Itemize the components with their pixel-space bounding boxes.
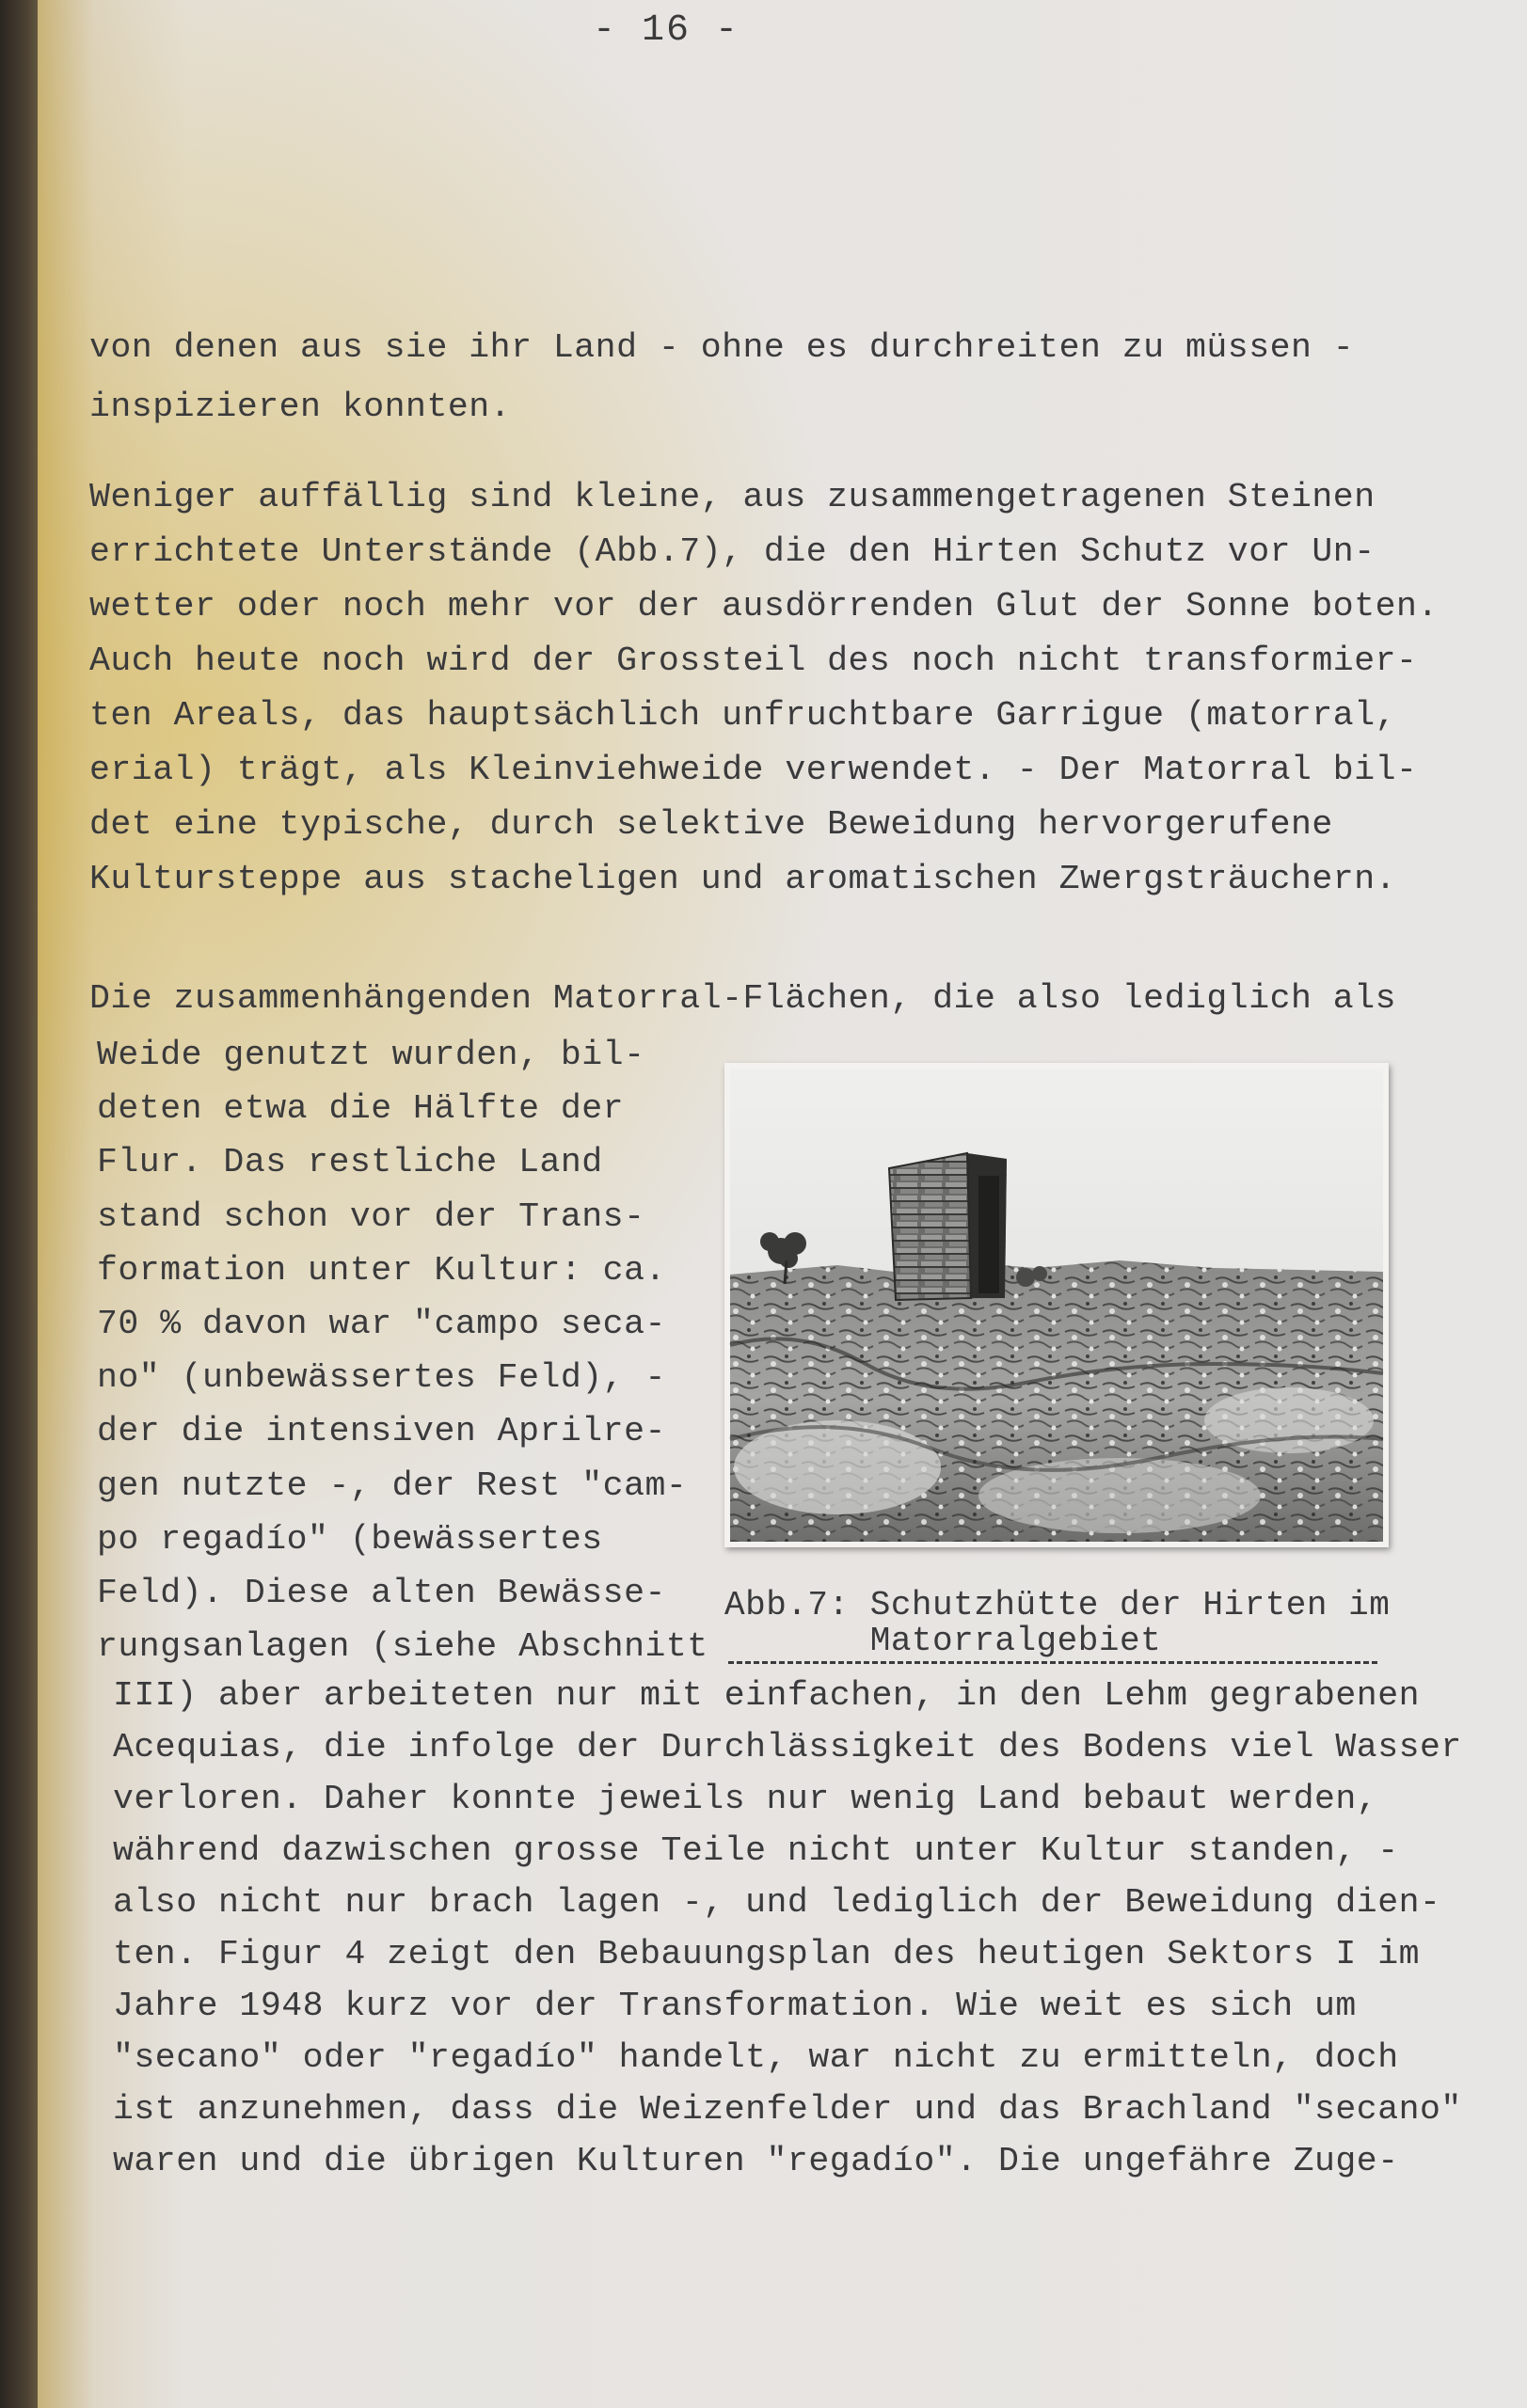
text-line: waren und die übrigen Kulturen "regadío". Die ungefähre Zuge- [113, 2142, 1399, 2180]
paragraph-3-continued [113, 1670, 1462, 2187]
text-line: rungsanlagen (siehe Abschnitt [97, 1627, 708, 1667]
shepherd-hut-photo [724, 1063, 1389, 1547]
text-line: Weide genutzt wurden, bil- [97, 1036, 645, 1074]
caption-line: Abb.7: Schutzhütte der Hirten im [724, 1586, 1391, 1624]
text-line: Flur. Das restliche Land [97, 1143, 603, 1182]
paragraph-3-wrapped-column [97, 1028, 708, 1673]
text-line: ist anzunehmen, dass die Weizenfelder und das Brachland "secano" [113, 2090, 1462, 2129]
text-line: errichtete Unterstände (Abb.7), die den Hirten Schutz vor Un- [89, 532, 1376, 571]
caption-underline [728, 1661, 1377, 1664]
text-line: Kultursteppe aus stacheligen und aromatischen Zwergsträuchern. [89, 860, 1397, 898]
text-line: Acequias, die infolge der Durchlässigkeit des Bodens viel Wasser [113, 1728, 1462, 1766]
text-line: von denen aus sie ihr Land - ohne es durchreiten zu müssen - [89, 328, 1355, 367]
text-line: Die zusammenhängenden Matorral-Flächen, die also lediglich als [89, 979, 1397, 1018]
text-line: erial) trägt, als Kleinviehweide verwendet. - Der Matorral bil- [89, 751, 1418, 789]
text-line: Feld). Diese alten Bewässe- [97, 1574, 666, 1613]
text-line: 70 % davon war "campo seca- [97, 1305, 666, 1344]
text-line: gen nutzte -, der Rest "cam- [97, 1465, 688, 1505]
text-line: Weniger auffällig sind kleine, aus zusammengetragenen Steinen [89, 478, 1376, 516]
text-line: verloren. Daher konnte jeweils nur wenig Land bebaut werden, [113, 1780, 1378, 1818]
text-line: wetter oder noch mehr vor der ausdörrenden Glut der Sonne boten. [89, 587, 1439, 626]
paragraph-1 [89, 318, 1354, 436]
figure-caption [724, 1588, 1390, 1659]
text-line: deten etwa die Hälfte der [97, 1089, 625, 1129]
text-line: ten. Figur 4 zeigt den Bebauungsplan des heutigen Sektors I im [113, 1935, 1421, 1973]
page-sheet [38, 0, 1527, 2408]
text-line: formation unter Kultur: ca. [97, 1250, 666, 1290]
text-line: der die intensiven Aprilre- [97, 1412, 666, 1451]
text-line: no" (unbewässertes Feld), - [97, 1358, 666, 1398]
text-line: III) aber arbeiteten nur mit einfachen, in den Lehm gegrabenen [113, 1676, 1421, 1715]
text-line: während dazwischen grosse Teile nicht unter Kultur standen, - [113, 1831, 1399, 1870]
page-number: - 16 - [593, 9, 740, 52]
paragraph-3-first-line [89, 973, 1396, 1026]
text-line: Jahre 1948 kurz vor der Transformation. Wie weit es sich um [113, 1987, 1357, 2025]
text-line: "secano" oder "regadío" handelt, war nicht zu ermitteln, doch [113, 2038, 1399, 2077]
paragraph-2 [89, 470, 1439, 907]
text-line: ten Areals, das hauptsächlich unfruchtbare Garrigue (matorral, [89, 696, 1397, 735]
text-line: po regadío" (bewässertes [97, 1519, 603, 1559]
caption-line: Matorralgebiet [724, 1622, 1162, 1660]
text-line: det eine typische, durch selektive Beweidung hervorgerufene [89, 805, 1333, 844]
text-line: inspizieren konnten. [89, 388, 512, 426]
text-line: also nicht nur brach lagen -, und lediglich der Beweidung dien- [113, 1883, 1441, 1922]
text-line: Auch heute noch wird der Grossteil des noch nicht transformier- [89, 642, 1418, 680]
text-line: stand schon vor der Trans- [97, 1196, 645, 1236]
